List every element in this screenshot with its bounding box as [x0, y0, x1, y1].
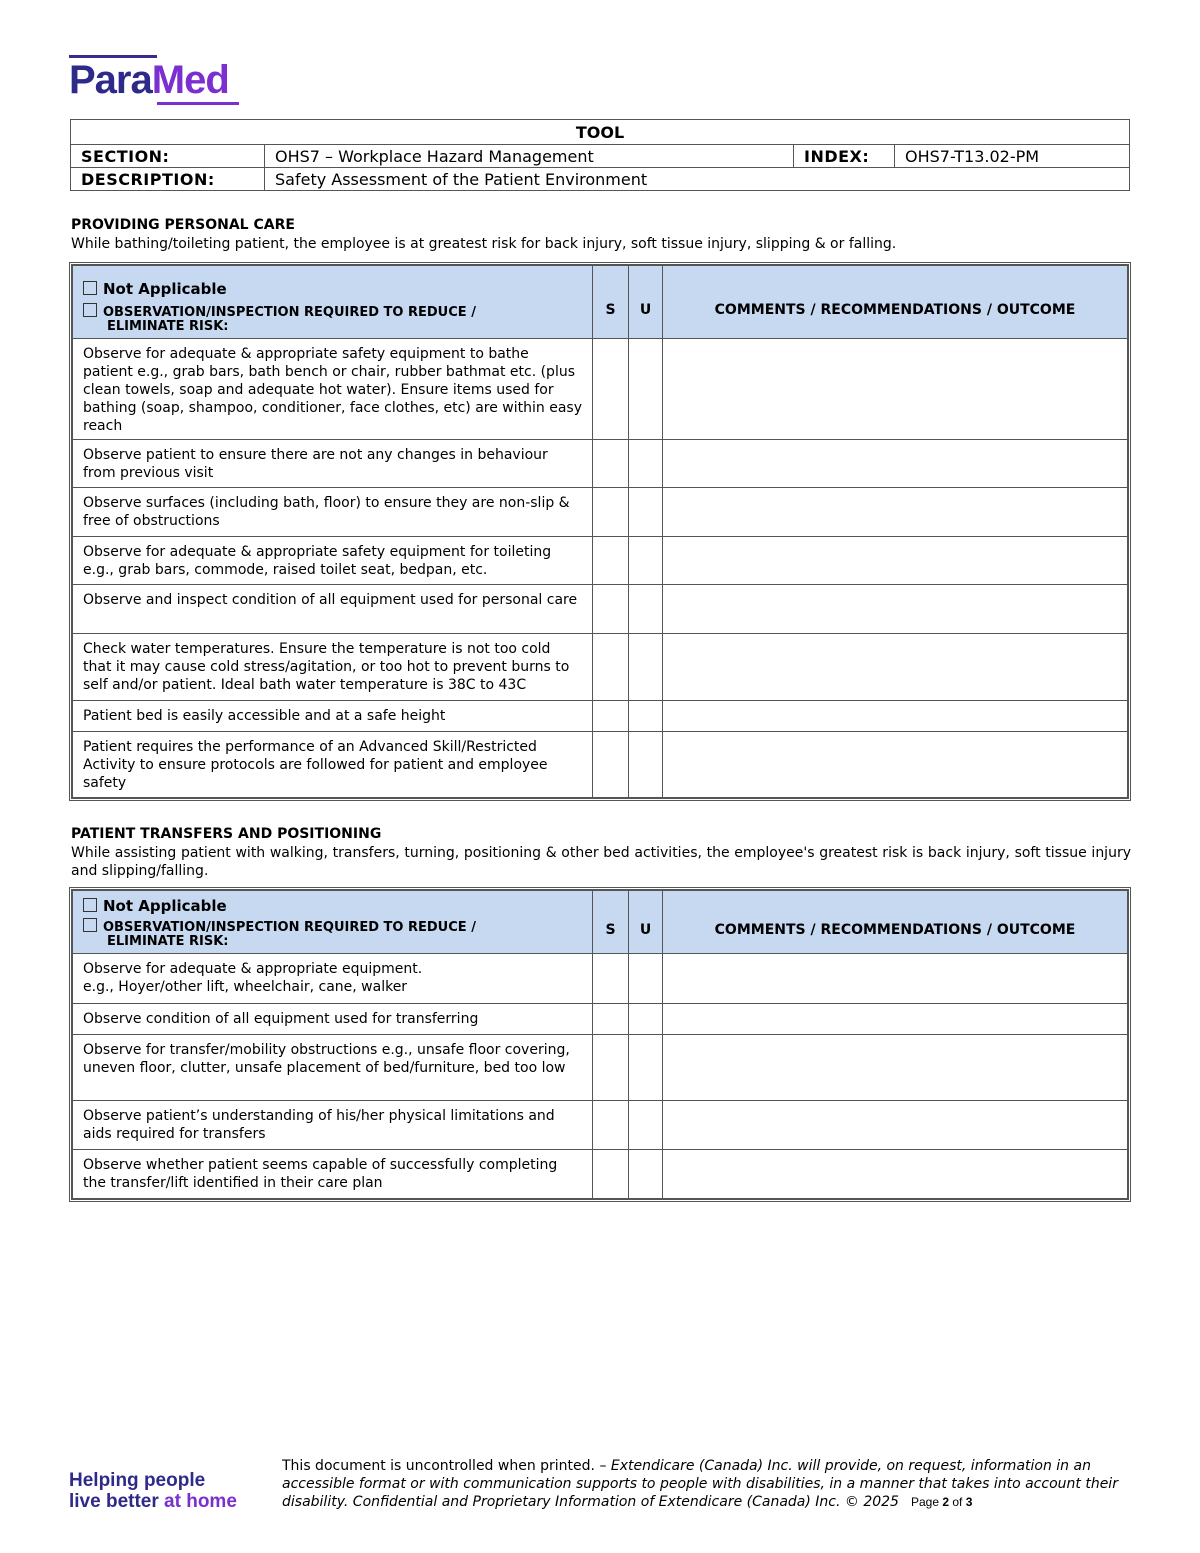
description-label: DESCRIPTION:	[71, 168, 265, 191]
u-cell[interactable]	[629, 440, 663, 488]
section-title-personal-care: PROVIDING PERSONAL CARE	[71, 217, 295, 233]
s-cell[interactable]	[593, 1004, 629, 1035]
observation-text: Observe for adequate & appropriate safety equipment to bathe patient e.g., grab bars, bath bench or chair, rubber bathmat etc. (plus clean towels, soap and adequate hot water). Ensure items used for bathing (soap, shampoo, conditioner, face clothes, etc) are within easy reach	[73, 339, 593, 440]
table-row	[73, 1035, 1128, 1101]
u-cell[interactable]	[629, 634, 663, 701]
index-value: OHS7-T13.02-PM	[895, 145, 1130, 168]
s-cell[interactable]	[593, 440, 629, 488]
u-cell[interactable]	[629, 585, 663, 634]
table-row	[73, 954, 1128, 1004]
observation-header-cell	[73, 266, 593, 339]
u-cell[interactable]	[629, 488, 663, 537]
table-row	[73, 732, 1128, 798]
observation-label-line2: ELIMINATE RISK:	[107, 319, 229, 334]
not-applicable-label: Not Applicable	[103, 897, 227, 915]
tool-heading: TOOL	[71, 120, 1130, 145]
document-header-table	[70, 119, 1130, 191]
comments-cell[interactable]	[663, 1101, 1128, 1150]
s-cell[interactable]	[593, 585, 629, 634]
comments-cell[interactable]	[663, 701, 1128, 732]
s-cell[interactable]	[593, 537, 629, 585]
u-cell[interactable]	[629, 1150, 663, 1199]
observation-text: Observe for transfer/mobility obstructions e.g., unsafe floor covering, uneven floor, clutter, unsafe placement of bed/furniture, bed too low	[73, 1035, 593, 1101]
observation-checkbox[interactable]	[83, 303, 97, 317]
table-row	[73, 1150, 1128, 1199]
observation-text: Observe patient’s understanding of his/her physical limitations and aids required for transfers	[73, 1101, 593, 1150]
table-row	[73, 440, 1128, 488]
comments-column-header: COMMENTS / RECOMMENDATIONS / OUTCOME	[663, 266, 1128, 339]
observation-text: Patient bed is easily accessible and at a safe height	[73, 701, 593, 732]
footer-slogan	[69, 1470, 237, 1512]
comments-cell[interactable]	[663, 634, 1128, 701]
comments-cell[interactable]	[663, 1004, 1128, 1035]
observation-text: Observe and inspect condition of all equipment used for personal care	[73, 585, 593, 634]
u-cell[interactable]	[629, 1101, 663, 1150]
not-applicable-label: Not Applicable	[103, 280, 227, 298]
table-row	[73, 1101, 1128, 1150]
s-cell[interactable]	[593, 954, 629, 1004]
observation-text: Patient requires the performance of an Advanced Skill/Restricted Activity to ensure protocols are followed for patient and employee safety	[73, 732, 593, 798]
u-cell[interactable]	[629, 732, 663, 798]
comments-cell[interactable]	[663, 954, 1128, 1004]
checklist-table-personal-care	[69, 262, 1131, 801]
page-number: Page 2 of 3	[910, 1495, 973, 1509]
u-cell[interactable]	[629, 701, 663, 732]
observation-label-line1: OBSERVATION/INSPECTION REQUIRED TO REDUCE /	[103, 920, 476, 935]
observation-text: Observe surfaces (including bath, floor) to ensure they are non-slip & free of obstructions	[73, 488, 593, 537]
observation-text: Observe whether patient seems capable of successfully completing the transfer/lift identified in their care plan	[73, 1150, 593, 1199]
s-cell[interactable]	[593, 339, 629, 440]
checklist-header-row	[73, 891, 1128, 954]
table-row	[73, 537, 1128, 585]
observation-header-cell	[73, 891, 593, 954]
observation-text: Check water temperatures. Ensure the temperature is not too cold that it may cause cold stress/agitation, or too hot to prevent burns to self and/or patient. Ideal bath water temperature is 38C to 43C	[73, 634, 593, 701]
slogan-at-home: at home	[164, 1491, 237, 1512]
accessibility-notice: Extendicare (Canada) Inc. will provide, on request, information in an accessible format or with communication supports to people with disabilities, in a manner that takes into account their disability. Confidential and Proprietary Information of Extendicare (Canada) Inc. © 2025	[282, 1458, 1118, 1510]
s-cell[interactable]	[593, 1101, 629, 1150]
paramed-logo	[69, 52, 241, 110]
not-applicable-checkbox[interactable]	[83, 281, 97, 295]
s-cell[interactable]	[593, 488, 629, 537]
not-applicable-checkbox[interactable]	[83, 898, 97, 912]
u-cell[interactable]	[629, 537, 663, 585]
section-label: SECTION:	[71, 145, 265, 168]
footer-notice	[282, 1457, 1132, 1511]
comments-cell[interactable]	[663, 1150, 1128, 1199]
u-column-header: U	[629, 266, 663, 339]
table-row	[73, 585, 1128, 634]
s-column-header: S	[593, 891, 629, 954]
index-label: INDEX:	[794, 145, 895, 168]
comments-cell[interactable]	[663, 1035, 1128, 1101]
section-description-transfers: While assisting patient with walking, transfers, turning, positioning & other bed activities, the employee's greatest risk is back injury, soft tissue injury and slipping/falling.	[71, 845, 1131, 879]
u-cell[interactable]	[629, 954, 663, 1004]
u-cell[interactable]	[629, 1035, 663, 1101]
table-row	[73, 701, 1128, 732]
table-row	[73, 339, 1128, 440]
s-column-header: S	[593, 266, 629, 339]
u-column-header: U	[629, 891, 663, 954]
comments-column-header: COMMENTS / RECOMMENDATIONS / OUTCOME	[663, 891, 1128, 954]
logo-underline	[157, 102, 239, 105]
comments-cell[interactable]	[663, 732, 1128, 798]
s-cell[interactable]	[593, 732, 629, 798]
checklist-header-row	[73, 266, 1128, 339]
s-cell[interactable]	[593, 701, 629, 732]
observation-label-line2: ELIMINATE RISK:	[107, 934, 229, 949]
s-cell[interactable]	[593, 1150, 629, 1199]
description-value: Safety Assessment of the Patient Environment	[265, 168, 1130, 191]
section-title-transfers: PATIENT TRANSFERS AND POSITIONING	[71, 826, 382, 842]
section-description-personal-care: While bathing/toileting patient, the employee is at greatest risk for back injury, soft tissue injury, slipping & or falling.	[71, 236, 897, 252]
slogan-line2: live better	[69, 1491, 165, 1512]
comments-cell[interactable]	[663, 488, 1128, 537]
s-cell[interactable]	[593, 1035, 629, 1101]
table-row	[73, 488, 1128, 537]
u-cell[interactable]	[629, 1004, 663, 1035]
observation-text: Observe for adequate & appropriate equipment. e.g., Hoyer/other lift, wheelchair, cane, walker	[73, 954, 593, 1004]
logo-text: ParaMed	[69, 58, 229, 102]
observation-label-line1: OBSERVATION/INSPECTION REQUIRED TO REDUCE /	[103, 305, 476, 320]
comments-cell[interactable]	[663, 440, 1128, 488]
u-cell[interactable]	[629, 339, 663, 440]
comments-cell[interactable]	[663, 339, 1128, 440]
observation-checkbox[interactable]	[83, 918, 97, 932]
section-value: OHS7 – Workplace Hazard Management	[265, 145, 794, 168]
observation-text: Observe for adequate & appropriate safety equipment for toileting e.g., grab bars, commode, raised toilet seat, bedpan, etc.	[73, 537, 593, 585]
observation-text: Observe condition of all equipment used for transferring	[73, 1004, 593, 1035]
slogan-line1: Helping people	[69, 1470, 206, 1491]
table-row	[73, 1004, 1128, 1035]
s-cell[interactable]	[593, 634, 629, 701]
comments-cell[interactable]	[663, 585, 1128, 634]
comments-cell[interactable]	[663, 537, 1128, 585]
observation-text: Observe patient to ensure there are not any changes in behaviour from previous visit	[73, 440, 593, 488]
uncontrolled-notice: This document is uncontrolled when printed. –	[282, 1458, 611, 1474]
checklist-table-transfers	[69, 887, 1131, 1202]
table-row	[73, 634, 1128, 701]
